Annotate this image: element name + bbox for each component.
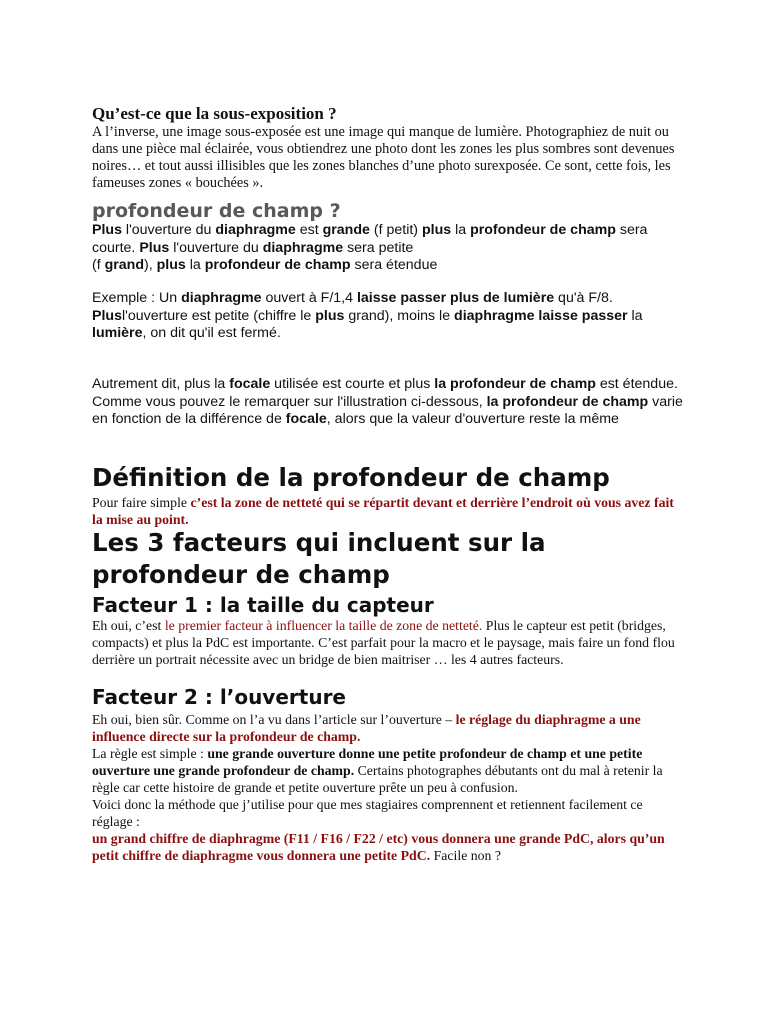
bold-text: diaphragme [215,222,296,238]
bold-text: diaphragme laisse passer [454,307,628,324]
paragraph-facteur-2: Eh oui, bien sûr. Comme on l’a vu dans l’article sur l’ouverture – le réglage du diaphragme a une influence directe sur la profondeur de champ. La règle est simple : une grande ouverture donne une petite profondeur de champ et une petite ouverture une grande profondeur de champ. Certains photographes débutants ont du mal à retenir la règle car cette histoire de grande et petite ouverture prête un peu à confusion. Voici donc la méthode que j’utilise pour que mes stagiaires comprennent et retiennent facilement ce réglage : un grand chiffre de diaphragme (F11 / F16 / F22 / etc) vous donnera une grande PdC, alors qu’un petit chiffre de diaphragme vous donnera une petite PdC. Facile non ? [92,712,665,863]
heading-sous-exposition: Qu’est-ce que la sous-exposition ? [92,104,337,123]
heading-profondeur-question: profondeur de champ ? [92,200,341,222]
bold-text: profondeur de champ [470,222,616,238]
paragraph-definition: Pour faire simple c’est la zone de netteté qui se répartit devant et derrière l’endroit où vous avez fait la mise au point. [92,495,674,527]
bold-text: plus [421,222,452,238]
paragraph-facteur-1: Eh oui, c’est le premier facteur à influencer la taille de zone de netteté. Plus le capteur est petit (bridges, compacts) et plus la PdC est importante. C’est parfait pour la macro et le paysage, mais faire un fond flou derrière un portrait nécessite avec un bridge de bien maitriser … les 4 autres facteurs. [92,618,675,667]
bold-text: focale [285,411,327,427]
bold-text: diaphragme [262,239,344,256]
bold-text: plus [156,257,186,273]
highlight-text: un grand chiffre de diaphragme (F11 / F16 / F22 / etc) vous donnera une grande PdC, alors qu’un petit chiffre de diaphragme vous donnera une petite PdC. [92,831,665,863]
bold-text: diaphragme [181,290,262,306]
highlight-text: c’est la zone de netteté qui se répartit devant et derrière l’endroit où vous avez fait la mise au point. [92,495,674,527]
paragraph-exemple: Exemple : Un diaphragme ouvert à F/1,4 laisse passer plus de lumière qu'à F/8. Plusl'ouverture est petite (chiffre le plus grand), moins le diaphragme laisse passer la lumière, on dit qu'il est fermé. [92,290,643,341]
highlight-text: le premier facteur à influencer la taille de zone de netteté. [164,618,483,633]
paragraph-focale: Autrement dit, plus la focale utilisée est courte et plus la profondeur de champ est étendue. Comme vous pouvez le remarquer sur l'illustration ci-dessous, la profondeur de champ varie en fonction de la différence de focale, alors que la valeur d'ouverture reste la même [92,376,683,427]
paragraph-ouverture-regle: Plus l'ouverture du diaphragme est grande (f petit) plus la profondeur de champ sera courte. Plus l'ouverture du diaphragme sera petite (f grand), plus la profondeur de champ sera étendue [92,222,648,273]
bold-text: laisse passer plus de lumière [356,290,555,306]
bold-text: profondeur de champ [204,257,351,273]
bold-text: focale [229,376,271,392]
paragraph-sous-exposition: A l’inverse, une image sous-exposée est une image qui manque de lumière. Photographiez de nuit ou dans une pièce mal éclairée, vous obtiendrez une photo dont les zones les plus sombres sont devenues noires… et tout aussi illisibles que les zones blanches d’une photo surexposée. Ce sont, cette fois, les fameuses zones « bouchées ». [92,124,675,191]
bold-text: Plus [139,239,170,256]
bold-text: Plus [92,222,122,238]
heading-facteur-1: Facteur 1 : la taille du capteur [92,593,434,617]
bold-text: plus [315,307,345,324]
bold-text: la profondeur de champ [434,376,596,392]
bold-text: la profondeur de champ [486,393,649,410]
bold-text: lumière [92,325,143,341]
highlight-text: le réglage du diaphragme a une influence directe sur la profondeur de champ. [92,712,641,744]
heading-facteurs: Les 3 facteurs qui incluent sur la profondeur de champ [92,528,546,589]
bold-text: grand [104,257,145,273]
bold-text: Plus [92,307,122,324]
bold-text: grande [322,222,370,238]
heading-definition: Définition de la profondeur de champ [92,463,610,492]
bold-text: une grande ouverture donne une petite profondeur de champ et une petite ouverture une grande profondeur de champ. [92,746,643,778]
heading-facteur-2: Facteur 2 : l’ouverture [92,685,346,709]
